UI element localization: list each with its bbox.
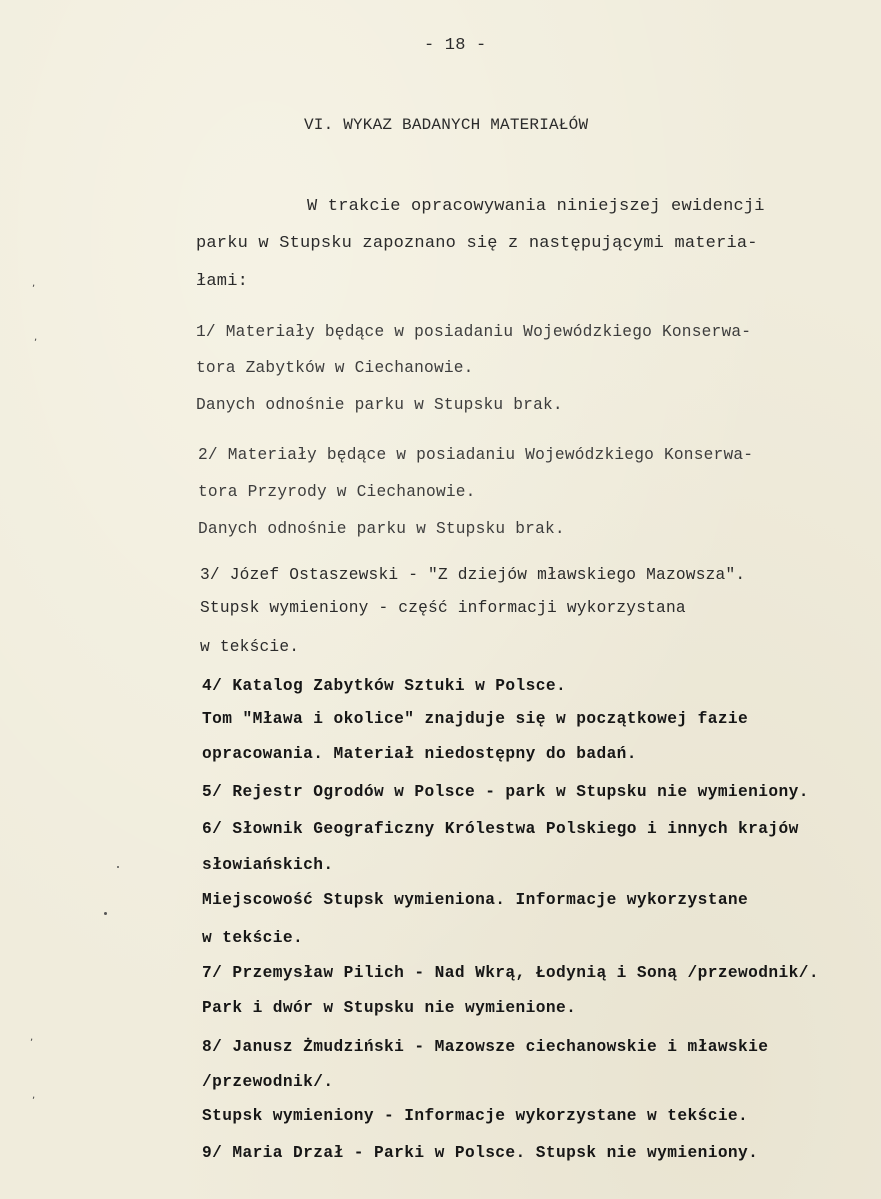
- list-item-line: tora Zabytków w Ciechanowie.: [196, 359, 474, 377]
- list-item-line: Danych odnośnie parku w Stupsku brak.: [196, 396, 563, 414]
- section-heading: VI. WYKAZ BADANYCH MATERIAŁÓW: [304, 116, 589, 134]
- list-item-line: Miejscowość Stupsk wymieniona. Informacje wykorzystane: [202, 891, 749, 909]
- list-item-line: opracowania. Materiał niedostępny do badań.: [202, 745, 637, 763]
- list-item-line: 3/ Józef Ostaszewski - "Z dziejów mławskiego Mazowsza".: [200, 566, 746, 584]
- paper-speck: [117, 866, 119, 868]
- list-item-line: Danych odnośnie parku w Stupsku brak.: [198, 520, 565, 538]
- list-item-line: 8/ Janusz Żmudziński - Mazowsze ciechanowskie i mławskie: [202, 1038, 769, 1056]
- margin-mark: ,: [32, 1090, 36, 1101]
- intro-line: łami:: [196, 272, 249, 291]
- intro-line: W trakcie opracowywania niniejszej ewidencji: [307, 197, 765, 216]
- margin-mark: ,: [32, 278, 36, 289]
- list-item-line: Stupsk wymieniony - Informacje wykorzystane w tekście.: [202, 1107, 749, 1125]
- list-item-line: /przewodnik/.: [202, 1073, 334, 1091]
- margin-mark: ,: [30, 1032, 34, 1043]
- list-item-line: 7/ Przemysław Pilich - Nad Wkrą, Łodynią i Soną /przewodnik/.: [202, 964, 819, 982]
- list-item-line: 4/ Katalog Zabytków Sztuki w Polsce.: [202, 677, 567, 695]
- list-item-line: 5/ Rejestr Ogrodów w Polsce - park w Stupsku nie wymieniony.: [202, 783, 809, 801]
- list-item-line: tora Przyrody w Ciechanowie.: [198, 483, 476, 501]
- list-item-line: słowiańskich.: [202, 856, 334, 874]
- list-item-line: 9/ Maria Drzał - Parki w Polsce. Stupsk nie wymieniony.: [202, 1144, 759, 1162]
- list-item-line: Tom "Mława i okolice" znajduje się w początkowej fazie: [202, 710, 749, 728]
- margin-mark: ,: [34, 332, 38, 343]
- list-item-line: w tekście.: [202, 929, 304, 947]
- list-item-line: w tekście.: [200, 638, 300, 656]
- paper-speck: [104, 912, 107, 915]
- intro-line: parku w Stupsku zapoznano się z następującymi materia-: [196, 234, 758, 253]
- page-number: - 18 -: [424, 36, 487, 55]
- list-item-line: 1/ Materiały będące w posiadaniu Wojewódzkiego Konserwa-: [196, 323, 752, 341]
- list-item-line: 6/ Słownik Geograficzny Królestwa Polskiego i innych krajów: [202, 820, 799, 838]
- list-item-line: Stupsk wymieniony - część informacji wykorzystana: [200, 599, 686, 617]
- list-item-line: 2/ Materiały będące w posiadaniu Wojewódzkiego Konserwa-: [198, 446, 754, 464]
- list-item-line: Park i dwór w Stupsku nie wymienione.: [202, 999, 577, 1017]
